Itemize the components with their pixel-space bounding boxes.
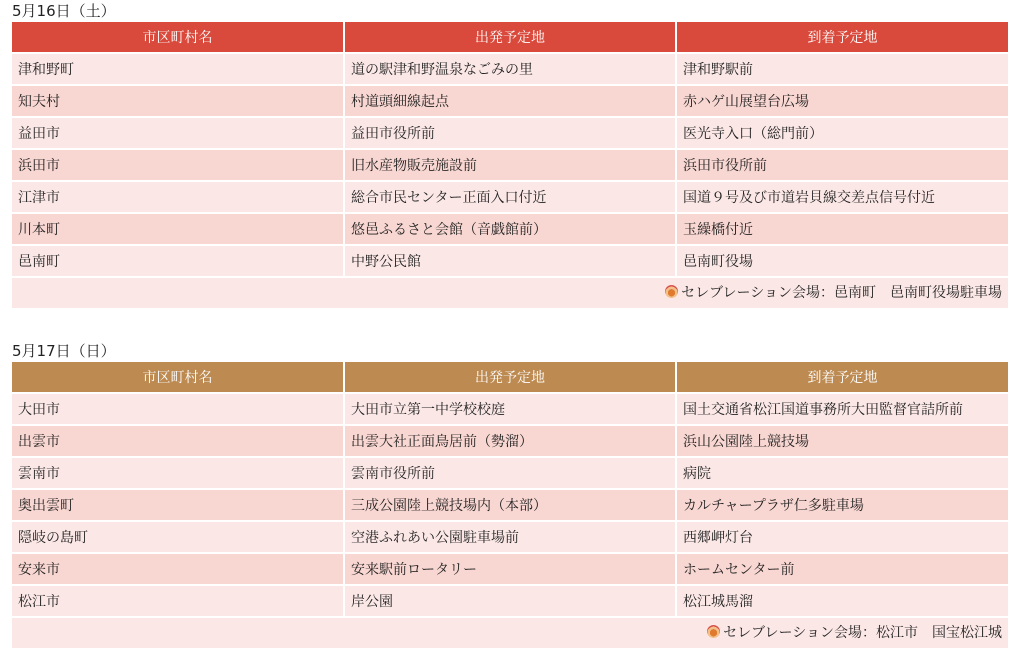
route-table [12,22,1008,276]
schedule-section-day2 [12,340,1008,648]
torch-icon [665,285,678,298]
table-header-row [12,362,1008,393]
table-row [12,213,1008,245]
cell-arrival: 松江城馬溜 [676,585,1008,616]
cell-arrival: 津和野駅前 [676,53,1008,85]
cell-departure: 出雲大社正面鳥居前（勢溜） [344,425,676,457]
cell-municipality: 雲南市 [12,457,344,489]
schedule-section-day1 [12,0,1008,308]
table-row [12,489,1008,521]
cell-arrival: 玉繰橋付近 [676,213,1008,245]
cell-departure: 益田市役所前 [344,117,676,149]
cell-municipality: 隠岐の島町 [12,521,344,553]
cell-municipality: 益田市 [12,117,344,149]
cell-municipality: 奥出雲町 [12,489,344,521]
cell-departure: 中野公民館 [344,245,676,276]
column-header-arrival: 到着予定地 [676,22,1008,53]
cell-municipality: 津和野町 [12,53,344,85]
table-row [12,425,1008,457]
cell-municipality: 知夫村 [12,85,344,117]
cell-departure: 村道頭細線起点 [344,85,676,117]
cell-arrival: 病院 [676,457,1008,489]
cell-municipality: 邑南町 [12,245,344,276]
cell-departure: 岸公園 [344,585,676,616]
table-row [12,181,1008,213]
cell-departure: 旧水産物販売施設前 [344,149,676,181]
table-row [12,393,1008,425]
cell-departure: 総合市民センター正面入口付近 [344,181,676,213]
column-header-departure: 出発予定地 [344,362,676,393]
cell-arrival: 国土交通省松江国道事務所大田監督官詰所前 [676,393,1008,425]
cell-arrival: カルチャープラザ仁多駐車場 [676,489,1008,521]
cell-departure: 道の駅津和野温泉なごみの里 [344,53,676,85]
cell-arrival: 国道９号及び市道岩貝線交差点信号付近 [676,181,1008,213]
table-row [12,245,1008,276]
column-header-municipality: 市区町村名 [12,22,344,53]
cell-arrival: ホームセンター前 [676,553,1008,585]
table-row [12,117,1008,149]
cell-municipality: 浜田市 [12,149,344,181]
cell-departure: 安来駅前ロータリー [344,553,676,585]
cell-municipality: 安来市 [12,553,344,585]
cell-arrival: 赤ハゲ山展望台広場 [676,85,1008,117]
celebration-venue [12,616,1008,648]
cell-arrival: 邑南町役場 [676,245,1008,276]
table-row [12,85,1008,117]
cell-municipality: 大田市 [12,393,344,425]
cell-municipality: 川本町 [12,213,344,245]
table-row [12,585,1008,616]
table-row [12,149,1008,181]
day-title: 5月16日（土） [12,2,116,20]
cell-arrival: 浜山公園陸上競技場 [676,425,1008,457]
table-row [12,553,1008,585]
table-row [12,521,1008,553]
celebration-venue-text: セレブレーション会場：邑南町 邑南町役場駐車場 [681,285,1002,301]
cell-municipality: 松江市 [12,585,344,616]
table-header-row [12,22,1008,53]
column-header-municipality: 市区町村名 [12,362,344,393]
torch-icon [707,625,720,638]
cell-departure: 悠邑ふるさと会館（音戯館前） [344,213,676,245]
cell-departure: 空港ふれあい公園駐車場前 [344,521,676,553]
cell-departure: 三成公園陸上競技場内（本部） [344,489,676,521]
cell-municipality: 江津市 [12,181,344,213]
column-header-arrival: 到着予定地 [676,362,1008,393]
cell-municipality: 出雲市 [12,425,344,457]
table-row [12,53,1008,85]
route-table [12,362,1008,616]
cell-arrival: 医光寺入口（総門前） [676,117,1008,149]
cell-arrival: 西郷岬灯台 [676,521,1008,553]
day-title: 5月17日（日） [12,342,116,360]
table-row [12,457,1008,489]
celebration-venue-text: セレブレーション会場：松江市 国宝松江城 [723,625,1002,641]
column-header-departure: 出発予定地 [344,22,676,53]
cell-departure: 雲南市役所前 [344,457,676,489]
cell-departure: 大田市立第一中学校校庭 [344,393,676,425]
cell-arrival: 浜田市役所前 [676,149,1008,181]
celebration-venue [12,276,1008,308]
